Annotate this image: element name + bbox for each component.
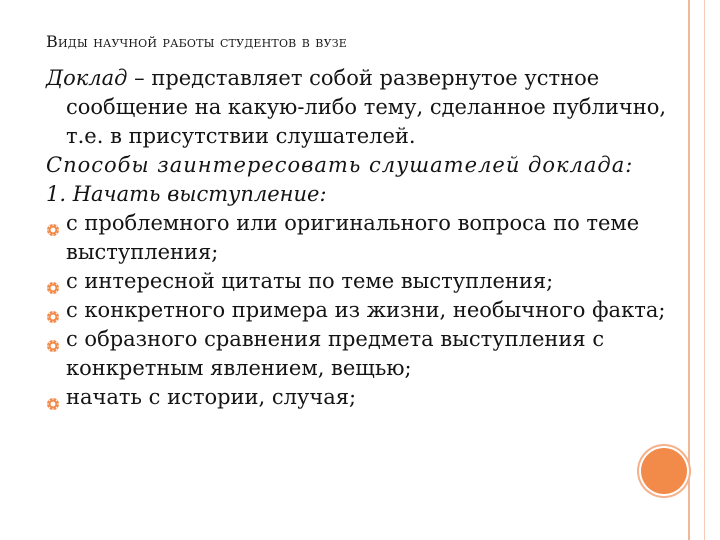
gear-flower-icon: [46, 274, 60, 288]
definition-paragraph: [46, 64, 686, 151]
decorative-circle: [641, 448, 687, 494]
gear-flower-icon: [46, 332, 60, 346]
bullet-text: с проблемного или оригинального вопроса по теме выступления;: [66, 211, 640, 264]
bullet-item: [46, 296, 686, 325]
bullet-item: [46, 209, 686, 267]
definition-term: Доклад: [46, 66, 128, 90]
frame-line-right: [688, 0, 690, 540]
bullet-text: начать с истории, случая;: [66, 385, 357, 409]
ways-heading: Способы заинтересовать слушателей доклада:: [46, 153, 634, 177]
gear-flower-icon: [46, 216, 60, 230]
gear-flower-icon: [46, 390, 60, 404]
bullet-item: [46, 383, 686, 412]
bullet-item: [46, 267, 686, 296]
slide-title: Виды научной работы студентов в вузе: [46, 32, 348, 51]
gear-flower-icon: [46, 303, 60, 317]
bullet-text: с образного сравнения предмета выступления с конкретным явлением, вещью;: [66, 327, 605, 380]
bullet-text: с конкретного примера из жизни, необычного факта;: [66, 298, 666, 322]
definition-text: – представляет собой развернутое устное сообщение на какую-либо тему, сделанное публично, т.е. в присутствии слушателей.: [66, 66, 667, 148]
bullet-item: [46, 325, 686, 383]
frame-line-right-inner: [704, 0, 705, 540]
slide-content: [46, 64, 686, 412]
step-1-label: 1. Начать выступление:: [46, 182, 327, 206]
bullet-text: с интересной цитаты по теме выступления;: [66, 269, 554, 293]
